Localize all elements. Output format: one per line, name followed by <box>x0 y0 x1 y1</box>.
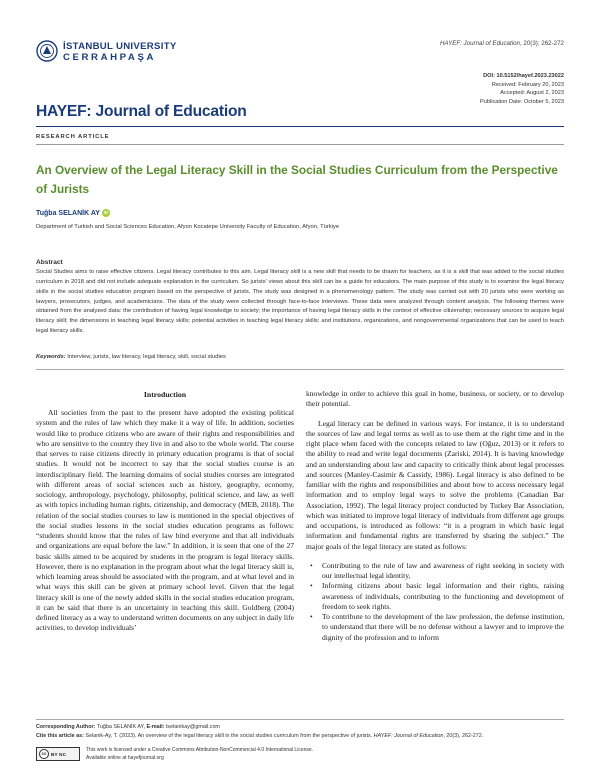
received-date: Received: February 20, 2023 <box>491 81 564 88</box>
goals-list <box>306 561 564 643</box>
university-emblem-icon <box>36 40 58 62</box>
cite-journal: HAYEF: Journal of Education <box>373 733 444 739</box>
corresponding-label: Corresponding Author: <box>36 724 96 730</box>
author-name: Tuğba SELANİK AY <box>36 209 100 217</box>
body-column-right <box>306 389 564 643</box>
running-head-citation: , 20(3); 262-272 <box>519 40 564 47</box>
author-affiliation: Department of Turkish and Social Sciences Education, Afyon Kocatepe University Faculty of Education, Afyon, Türkiye <box>36 224 340 230</box>
article-title: An Overview of the Legal Literacy Skill in the Social Studies Curriculum from the Perspective of Jurists <box>36 163 558 196</box>
accepted-date: Accepted: August 2, 2023 <box>500 90 564 97</box>
orcid-icon[interactable]: iD <box>103 210 109 215</box>
cite-label: Cite this article as: <box>36 733 84 739</box>
body-column-left <box>36 408 294 634</box>
author <box>36 209 110 217</box>
running-head <box>440 40 564 47</box>
journal-title: HAYEF: Journal of Education <box>36 103 247 120</box>
keywords-divider <box>36 369 564 370</box>
abstract-text: Social Studies aims to raise effective citizens. Legal literacy contributes to this aim. Legal literacy skill is a new skill that needs to be drawn for teachers, as it is a skill that was added to the social studies curriculum in 2018 and did not include adequate explanation in the curriculum. So jurists' views about this skill can be a guide for educators. The main purpose of this study is to examine the legal literacy skills in the social studies education program based on the perspective of jurists. The study was designed in a phenomenology pattern. The study was carried out with 20 jurists who were working as lawyers, prosecutors, judges, and academicians. The data of the study were collected through face-to-face interviews. These data were analyzed through content analysis. The following themes were obtained from the analyzed data: the contribution of having legal knowledge to society; the importance of having legal literacy skills in the context of effective citizenship; necessary sources to acquire legal literacy skill; the dimensions in teaching legal literacy skills; potential activities in teaching legal literacy skills; and institutions, organizations, and nongovernmental organizations that can be used to teach legal literacy skills. <box>36 269 564 335</box>
list-item: • To contribute to the development of the law profession, the defense institution, to understand that there will be no defense without a lawyer and to improve the dignity of the profession and to inform <box>306 612 564 643</box>
keywords-label: Keywords: <box>36 354 66 360</box>
keywords <box>36 354 564 360</box>
availability-text: Available online at hayefjournal.org <box>86 755 164 761</box>
running-head-journal: HAYEF: Journal of Education <box>439 40 520 47</box>
cite-tail: , 20(3), 262-272. <box>443 733 484 739</box>
corresponding-author <box>36 724 220 730</box>
header-divider <box>36 126 564 127</box>
doi[interactable]: DOI: 10.5152/hayef.2023.23022 <box>483 73 564 79</box>
list-item: • Contributing to the rule of law and awareness of right seeking in society with our intellectual legal identity, <box>306 561 564 582</box>
logo-line-cerrahpasa: CERRAHPAŞA <box>63 52 156 63</box>
corresponding-name: Tuğba SELANİK AY, <box>95 724 147 730</box>
article-type-divider <box>36 144 564 145</box>
cc-icon: cc <box>39 749 49 759</box>
cc-terms: BY NC <box>51 751 67 757</box>
cc-license-badge[interactable] <box>36 747 80 761</box>
publication-date: Publication Date: October 5, 2023 <box>480 98 564 105</box>
article-meta <box>480 72 564 106</box>
body-paragraph: knowledge in order to achieve this goal in home, business, or society, or to develop their potential. <box>306 389 564 409</box>
body-paragraph: All societies from the past to the present have adopted the existing political system and the rules of law which they make it a way of life. In addition, societies would like to produce citizens who are aware of their rights and responsibilities and who are sensitive to the country they live in and also to the whole world. The course that serves to raise citizens directly in primary education programs is that of social studies. It would not be incorrect to say that the social studies course is an interdisciplinary field. The learning domains of social studies courses are integrated with different areas of social sciences such as history, geography, economy, sociology, anthropology, psychology, philosophy, political science, and law, as well as with topics including human rights, citizenship, and democracy (MEB, 2018). The relation of the social studies courses to law is mentioned in the special objectives of the social studies lessons in the social studies education programs as follows: “students should know that the rules of law bind everyone and that all individuals and organizations are equal before the law.” In addition, it is seen that one of the 27 basic skills aimed to be acquired by students in the program is legal literacy skills. However, there is no explanation in the program about what the legal literacy skill is, which learning areas should be associated with the program, and at what level and in what ways this skill can be given at primary school level. Given that the legal literacy skill is one of the newly added skills in the social studies education program, it can be said that there is an uncertainty in teaching this skill. Goldberg (2004) defined literacy as a way to understand written documents on any subject in daily life activities, to develop individuals’ <box>36 408 294 633</box>
abstract-heading: Abstract <box>36 259 63 266</box>
footer-divider <box>36 719 564 720</box>
list-item: • Informing citizens about basic legal information and their rights, raising awareness of individuals, contributing to the functioning and development of freedom to seek rights. <box>306 581 564 612</box>
email-label: E-mail: <box>146 724 165 730</box>
university-logo <box>36 38 178 66</box>
article-type: RESEARCH ARTICLE <box>36 134 110 140</box>
email-link[interactable]: tselanikay@gmail.com <box>164 724 220 730</box>
cite-text: Selanik-Ay, T. (2023). An overview of the legal literacy skill in the social studies curriculum from the perspective of jurists. <box>83 733 374 739</box>
logo-line-university: İSTANBUL UNIVERSITY <box>63 41 177 52</box>
citation-line <box>36 733 483 739</box>
license-text: This work is licensed under a Creative Commons Attribution-NonCommercial 4.0 International License. <box>86 747 314 753</box>
body-paragraph: Legal literacy can be defined in various ways. For instance, it is to understand the sources of law and legal terms as well as to use them at the right time and in the right place when faced with the concepts related to law (Oğuz, 2013) or it refers to the ability to read and write legal documents (Zariski, 2014). It is having knowledge and an understanding about law and capacity to critically think about legal processes and sources (Manley-Casimir & Cassidy, 1986). Legal literacy is also defined to be familiar with the rights and responsibilities and about how to access necessary legal information and to employ legal ways to solve the problems (Canadian Bar Association, 1992). The legal literacy project conducted by Turkey Bar Association, which was initiated to improve legal literacy of individuals from different age groups and occupations, is introduced as follows: “it is a program in which basic legal information and fundamental rights are transferred by sharing the subject.” The major goals of the legal literacy are stated as follows: <box>306 418 564 551</box>
section-heading-introduction: Introduction <box>143 390 187 399</box>
keywords-text: Interview, jurists, law literacy, legal literacy, skill, social studies <box>65 354 226 360</box>
